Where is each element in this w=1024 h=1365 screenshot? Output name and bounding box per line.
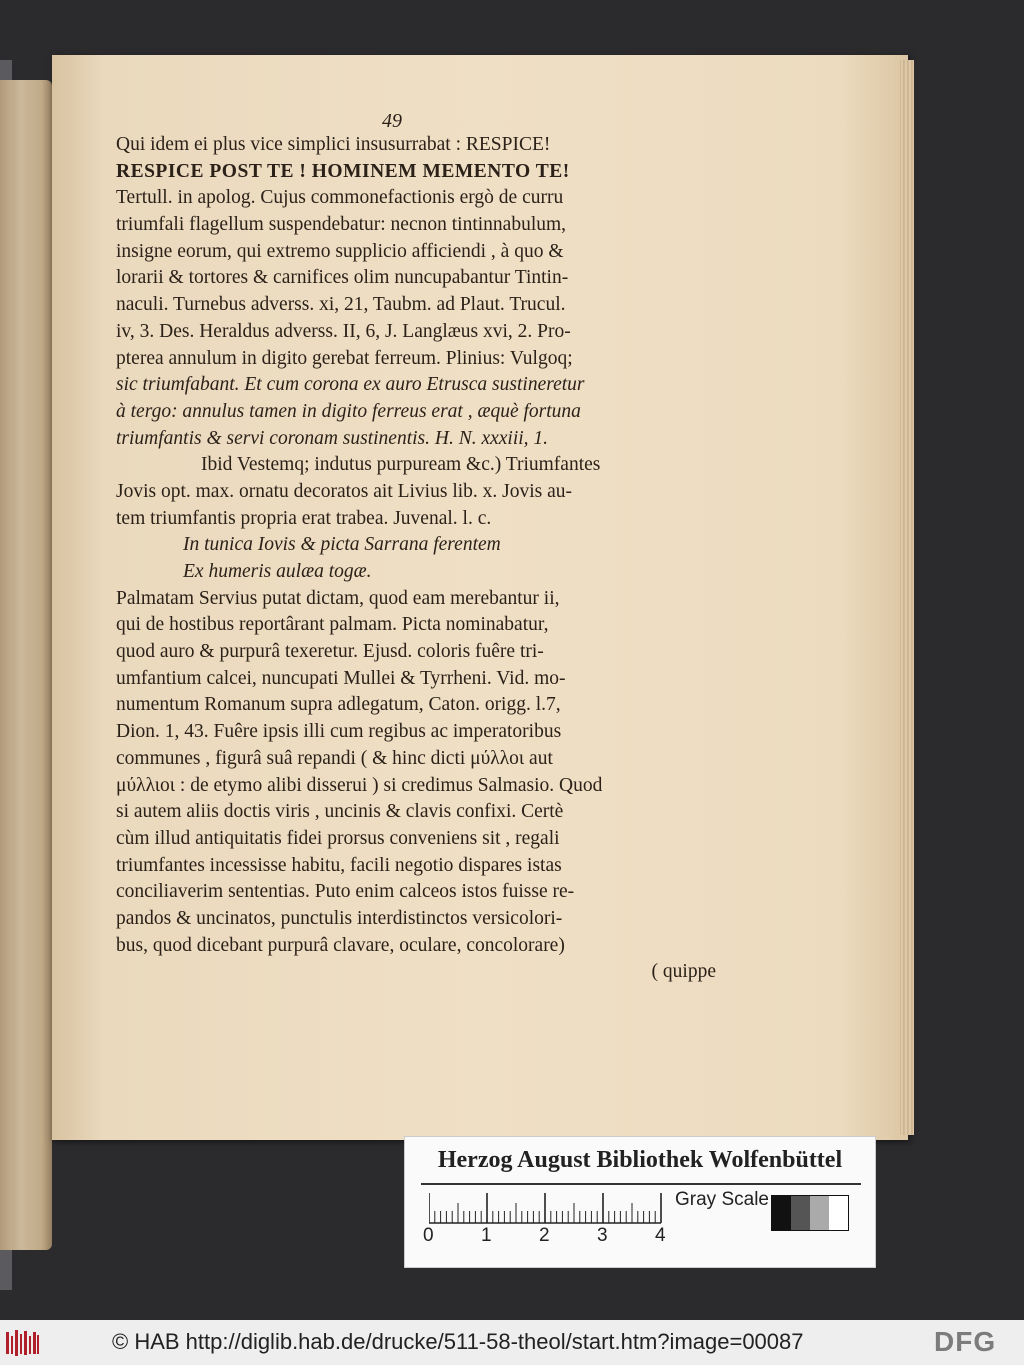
text-line: pterea annulum in digito gerebat ferreum. Plinius: Vulgoq;	[116, 347, 573, 369]
label-divider	[421, 1183, 861, 1185]
footer-bar	[0, 1320, 1024, 1365]
gray-swatch	[810, 1196, 829, 1230]
text-line: lorarii & tortores & carnifices olim nuncupabantur Tintin-	[116, 267, 569, 289]
gray-scale-label: Gray Scale	[675, 1189, 769, 1210]
text-line: conciliaverim sententias. Puto enim calceos istos fuisse re-	[116, 881, 575, 903]
text-line: iv, 3. Des. Heraldus adverss. II, 6, J. Langlæus xvi, 2. Pro-	[116, 320, 571, 342]
text-line: numentum Romanum supra adlegatum, Caton. origg. l.7,	[116, 694, 561, 716]
text-line: naculi. Turnebus adverss. xi, 21, Taubm. ad Plaut. Trucul.	[116, 294, 566, 316]
hab-barcode-icon	[6, 1330, 40, 1356]
text-line: Qui idem ei plus vice simplici insusurrabat : RESPICE!	[116, 134, 551, 155]
text-line: Dion. 1, 43. Fuêre ipsis illi cum regibus ac imperatoribus	[116, 721, 562, 743]
page-edge-right	[900, 60, 914, 1135]
library-label-card	[404, 1136, 876, 1268]
text-line: à tergo: annulus tamen in digito ferreus erat , æquè fortuna	[116, 400, 581, 422]
text-line: qui de hostibus reportârant palmam. Picta nominabatur,	[116, 614, 549, 636]
text-line: Tertull. in apolog. Cujus commonefactionis ergò de curru	[116, 187, 564, 209]
copyright-url[interactable]: © HAB http://diglib.hab.de/drucke/511-58-theol/start.htm?image=00087	[112, 1329, 804, 1354]
text-line: Palmatam Servius putat dictam, quod eam merebantur ii,	[116, 587, 560, 609]
text-line: μύλλιοι : de etymo alibi disserui ) si credimus Salmasio. Quod	[116, 774, 603, 796]
page-text	[116, 112, 716, 986]
gray-swatch	[791, 1196, 810, 1230]
gray-swatch	[772, 1196, 791, 1230]
text-line: triumfantes incessisse habitu, facili negotio dispares istas	[116, 854, 562, 876]
ruler-number: 2	[539, 1225, 550, 1246]
gray-scale-swatches	[771, 1195, 849, 1231]
left-page-edge	[0, 80, 52, 1250]
text-line: RESPICE POST TE ! HOMINEM MEMENTO TE!	[116, 160, 570, 182]
text-line: triumfantis & servi coronam sustinentis. H. N. xxxiii, 1.	[116, 427, 549, 449]
verse-line: In tunica Iovis & picta Sarrana ferentem	[183, 534, 501, 556]
folio-number: 49	[382, 110, 402, 132]
text-line: sic triumfabant. Et cum corona ex auro Etrusca sustineretur	[116, 374, 585, 396]
text-line: Jovis opt. max. ornatu decoratos ait Livius lib. x. Jovis au-	[116, 480, 573, 502]
ruler-number: 4	[655, 1225, 666, 1246]
ruler-number: 1	[481, 1225, 492, 1246]
gray-swatch	[829, 1196, 848, 1230]
library-title: Herzog August Bibliothek Wolfenbüttel	[437, 1147, 843, 1173]
text-line: quod auro & purpurâ texeretur. Ejusd. coloris fuêre tri-	[116, 641, 544, 663]
text-line: communes , figurâ suâ repandi ( & hinc dicti μύλλοι aut	[116, 747, 553, 769]
verse-line: Ex humeris aulæa togæ.	[183, 561, 372, 582]
dfg-logo: DFG	[934, 1326, 997, 1357]
text-line: tem triumfantis propria erat trabea. Juvenal. l. c.	[116, 507, 492, 529]
text-line: Ibid Vestemq; indutus purpuream &c.) Triumfantes	[201, 454, 601, 476]
ruler-numbers	[423, 1225, 683, 1255]
text-line: umfantium calcei, nuncupati Mullei & Tyrrheni. Vid. mo-	[116, 667, 566, 689]
text-line: triumfali flagellum suspendebatur: necnon tintinnabulum,	[116, 214, 567, 236]
ruler-number: 0	[423, 1225, 434, 1246]
text-line: insigne eorum, qui extremo supplicio afficiendi , à quo &	[116, 240, 564, 262]
ruler-number: 3	[597, 1225, 608, 1246]
catchword: ( quippe	[651, 961, 716, 983]
ruler-scale	[429, 1189, 669, 1225]
text-line: pandos & uncinatos, punctulis interdistinctos versicolori-	[116, 907, 563, 929]
text-line: si autem aliis doctis viris , uncinis & clavis confixi. Certè	[116, 801, 564, 823]
text-line: bus, quod dicebant purpurâ clavare, oculare, concolorare)	[116, 934, 565, 956]
text-line: cùm illud antiquitatis fidei prorsus conveniens sit , regali	[116, 827, 560, 849]
